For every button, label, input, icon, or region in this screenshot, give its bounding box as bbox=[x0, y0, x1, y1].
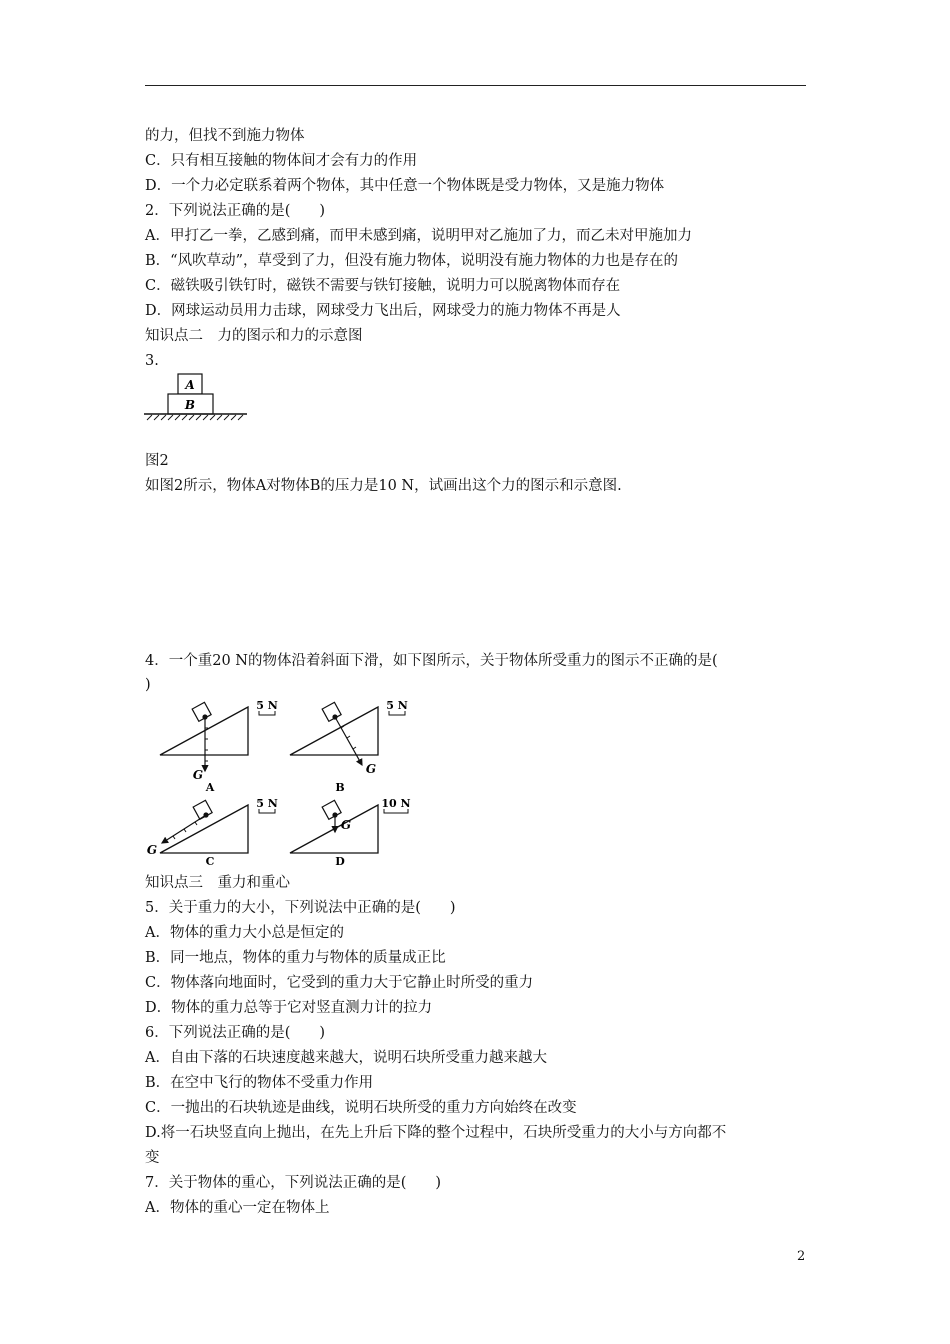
figure-caption: 图2 bbox=[145, 453, 169, 469]
option-a: A．甲打乙一拳，乙感到痛，而甲未感到痛，说明甲对乙施加了力，而乙未对甲施加力 bbox=[145, 228, 692, 244]
section-heading: 知识点二 力的图示和力的示意图 bbox=[145, 328, 363, 344]
box bbox=[322, 800, 341, 819]
block-b-label: B bbox=[184, 398, 196, 412]
scale-label: 10 N bbox=[381, 797, 411, 810]
option-d: D．网球运动员用力击球，网球受力飞出后，网球受力的施力物体不再是人 bbox=[145, 303, 621, 319]
header-rule bbox=[145, 85, 806, 86]
option-b: B．“风吹草动”，草受到了力，但没有施力物体，说明没有施力物体的力也是存在的 bbox=[145, 253, 678, 269]
option-d: D．一个力必定联系着两个物体，其中任意一个物体既是受力物体，又是施力物体 bbox=[145, 178, 665, 194]
force-label: G bbox=[365, 762, 377, 776]
section-heading: 知识点三 重力和重心 bbox=[145, 875, 290, 891]
question-2: 2．下列说法正确的是( ) bbox=[145, 203, 326, 219]
panel-c bbox=[147, 797, 278, 868]
question-3-text: 如图2所示，物体A对物体B的压力是10 N，试画出这个力的图示和示意图. bbox=[145, 478, 622, 494]
option-c: C．磁铁吸引铁钉时，磁铁不需要与铁钉接触，说明力可以脱离物体而存在 bbox=[145, 278, 621, 294]
option-b: B．在空中飞行的物体不受重力作用 bbox=[145, 1075, 374, 1091]
force-label: G bbox=[340, 818, 352, 832]
page-number: 2 bbox=[797, 1249, 806, 1264]
panel-label: B bbox=[335, 781, 345, 794]
scale-label: 5 N bbox=[256, 797, 278, 810]
question-5: 5．关于重力的大小，下列说法中正确的是( ) bbox=[145, 900, 456, 916]
gravity-arrow bbox=[335, 717, 362, 765]
question-3: 3. bbox=[145, 353, 159, 369]
panel-label: D bbox=[335, 855, 345, 868]
ground-hatch bbox=[147, 415, 243, 420]
option-a: A．物体的重心一定在物体上 bbox=[145, 1200, 330, 1216]
option-c: C．物体落向地面时，它受到的重力大于它静止时所受的重力 bbox=[145, 975, 534, 991]
force-label: G bbox=[192, 768, 204, 782]
panel-a bbox=[160, 699, 278, 794]
box bbox=[192, 702, 211, 721]
block-a-label: A bbox=[185, 378, 195, 392]
option-d: D．物体的重力总等于它对竖直测力计的拉力 bbox=[145, 1000, 433, 1016]
option-d-cont: 变 bbox=[145, 1150, 160, 1166]
panel-b bbox=[290, 699, 408, 794]
question-4: 4．一个重20 N的物体沿着斜面下滑，如下图所示，关于物体所受重力的图示不正确的是( bbox=[145, 653, 718, 669]
figure-4 bbox=[140, 695, 440, 870]
question-6: 6．下列说法正确的是( ) bbox=[145, 1025, 326, 1041]
option-a: A．自由下落的石块速度越来越大，说明石块所受重力越来越大 bbox=[145, 1050, 547, 1066]
question-7: 7．关于物体的重心，下列说法正确的是( ) bbox=[145, 1175, 442, 1191]
scale-label: 5 N bbox=[256, 699, 278, 712]
option-c: C．只有相互接触的物体间才会有力的作用 bbox=[145, 153, 418, 169]
panel-label: A bbox=[205, 781, 215, 794]
option-c: C．一抛出的石块轨迹是曲线，说明石块所受的重力方向始终在改变 bbox=[145, 1100, 577, 1116]
option-b: B．同一地点，物体的重力与物体的质量成正比 bbox=[145, 950, 446, 966]
option-a: A．物体的重力大小总是恒定的 bbox=[145, 925, 344, 941]
text-line: 的力，但找不到施力物体 bbox=[145, 128, 305, 144]
panel-label: C bbox=[205, 855, 215, 868]
scale-label: 5 N bbox=[386, 699, 408, 712]
panel-d bbox=[290, 797, 411, 868]
option-d: D.将一石块竖直向上抛出，在先上升后下降的整个过程中，石块所受重力的大小与方向都不 bbox=[145, 1125, 727, 1141]
question-4-cont: ) bbox=[145, 677, 151, 693]
force-label: G bbox=[146, 843, 158, 857]
figure-2 bbox=[143, 372, 253, 426]
box bbox=[322, 702, 341, 721]
